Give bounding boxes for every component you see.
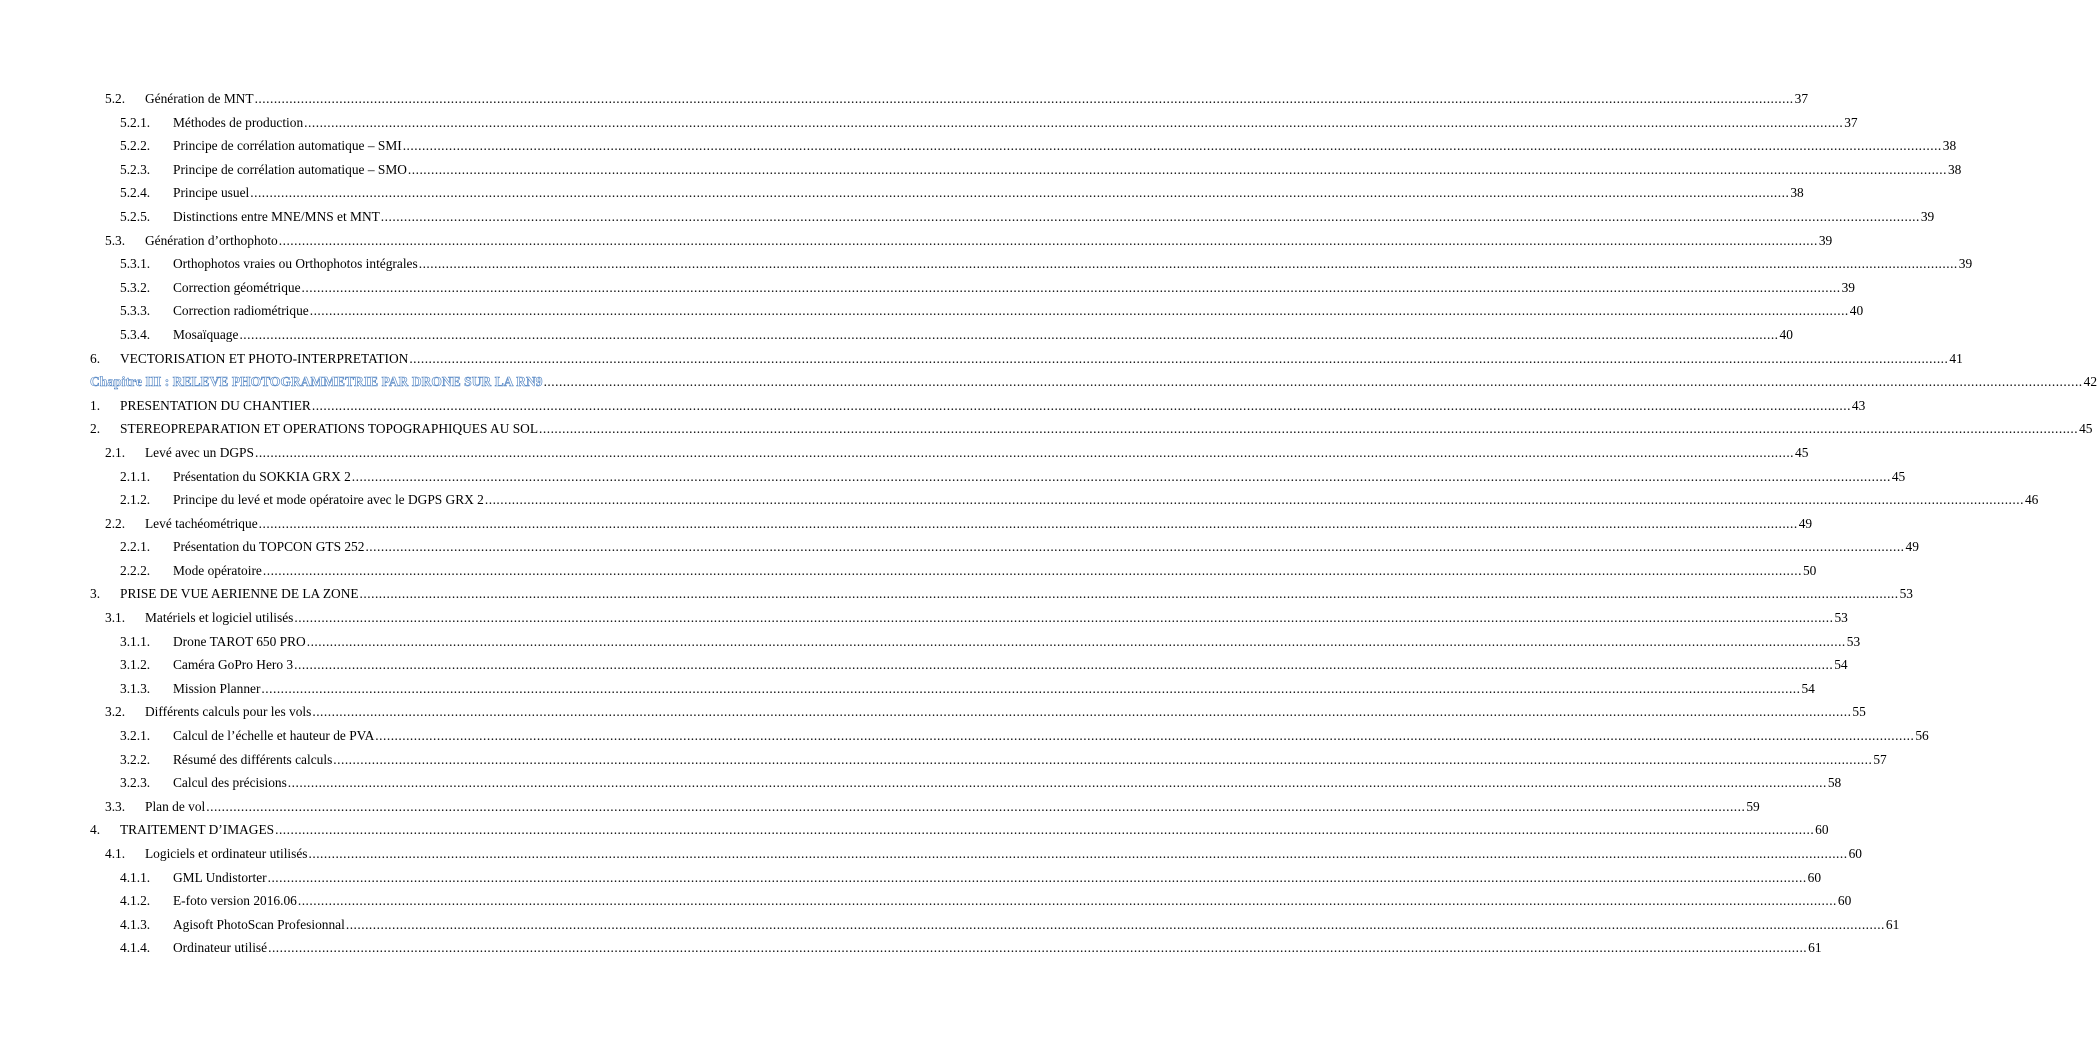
toc-entry-number: 3.2.1.: [120, 728, 151, 744]
toc-entry[interactable]: [0, 158, 1962, 182]
toc-entry-title: PRISE DE VUE AERIENNE DE LA ZONE: [120, 586, 359, 602]
toc-entry-line: [173, 205, 1935, 229]
toc-entry-title: Correction radiométrique: [173, 303, 309, 319]
dot-leader: ................................................................................................................................................................................................................................................................................................................................................................................................................: [267, 869, 1807, 885]
toc-entry-number: 5.3.4.: [120, 326, 151, 342]
dot-leader: ................................................................................................................................................................................................................................................................................................................................................................................................................: [484, 492, 2024, 508]
toc-entry-page-number: 59: [1746, 798, 1760, 814]
dot-leader: ................................................................................................................................................................................................................................................................................................................................................................................................................: [294, 610, 1834, 626]
dot-leader: ................................................................................................................................................................................................................................................................................................................................................................................................................: [345, 916, 1885, 932]
dot-leader: ................................................................................................................................................................................................................................................................................................................................................................................................................: [418, 256, 1958, 272]
toc-entry[interactable]: [0, 582, 1913, 606]
toc-entry-page-number: 49: [1905, 539, 1919, 555]
toc-entry-page-number: 40: [1779, 326, 1793, 342]
toc-entry-title: Principe de corrélation automatique – SMO: [173, 161, 407, 177]
toc-entry-page-number: 37: [1844, 114, 1858, 130]
dot-leader: ................................................................................................................................................................................................................................................................................................................................................................................................................: [543, 374, 2083, 390]
toc-entry-page-number: 60: [1848, 846, 1862, 861]
toc-entry-title: Méthodes de production: [173, 114, 304, 130]
toc-entry-line: [173, 630, 1861, 654]
table-of-contents: [0, 87, 2097, 960]
dot-leader: ................................................................................................................................................................................................................................................................................................................................................................................................................: [407, 161, 1947, 177]
toc-entry-line: [173, 158, 1962, 182]
toc-entry-line: [173, 181, 1804, 205]
toc-entry-line: [173, 724, 1929, 748]
toc-entry-page-number: 40: [1849, 303, 1864, 319]
toc-chapter-entry[interactable]: [0, 370, 2097, 394]
toc-entry-line: [173, 465, 1906, 489]
dot-leader: ................................................................................................................................................................................................................................................................................................................................................................................................................: [365, 539, 1905, 555]
toc-entry-page-number: 38: [1947, 161, 1962, 177]
toc-entry-line: [173, 653, 1848, 677]
toc-entry-title: Caméra GoPro Hero 3: [173, 657, 294, 673]
dot-leader: ................................................................................................................................................................................................................................................................................................................................................................................................................: [333, 751, 1873, 767]
toc-entry-number: 2.: [90, 421, 101, 437]
toc-entry-line: [145, 229, 1833, 253]
toc-entry-page-number: 39: [1818, 232, 1833, 248]
toc-entry[interactable]: [0, 653, 1848, 677]
toc-entry-page-number: 60: [1837, 893, 1852, 909]
dot-leader: ................................................................................................................................................................................................................................................................................................................................................................................................................: [206, 798, 1746, 814]
toc-entry-number: 2.1.1.: [120, 468, 151, 484]
toc-entry[interactable]: [0, 276, 1855, 300]
toc-entry-title: Mission Planner: [173, 680, 261, 696]
toc-entry[interactable]: [0, 535, 1919, 559]
toc-entry-page-number: 46: [2024, 492, 2039, 508]
toc-entry-number: 4.1.3.: [120, 916, 151, 932]
toc-entry-title: Principe du levé et mode opératoire avec le DGPS GRX 2: [173, 492, 484, 508]
toc-entry-number: 5.3.3.: [120, 303, 151, 319]
toc-entry-line: [120, 582, 1913, 606]
toc-entry-title: GML Undistorter: [173, 869, 267, 885]
dot-leader: ................................................................................................................................................................................................................................................................................................................................................................................................................: [351, 468, 1891, 484]
toc-entry-line: [120, 394, 1866, 418]
toc-entry-page-number: 53: [1846, 633, 1861, 649]
toc-entry-line: [145, 87, 1809, 111]
toc-entry[interactable]: [0, 181, 1804, 205]
toc-entry[interactable]: [0, 299, 1864, 323]
toc-entry-line: [173, 111, 1858, 135]
toc-entry-title: Principe usuel: [173, 185, 250, 201]
toc-entry-line: [145, 700, 1866, 724]
toc-entry-page-number: 54: [1801, 680, 1815, 696]
dot-leader: ................................................................................................................................................................................................................................................................................................................................................................................................................: [375, 728, 1915, 744]
toc-entry-number: 3.1.1.: [120, 633, 151, 649]
toc-entry[interactable]: [0, 559, 1817, 583]
toc-entry[interactable]: [0, 724, 1929, 748]
toc-entry-number: 5.3.: [105, 232, 126, 248]
toc-entry-page-number: 56: [1915, 728, 1929, 744]
toc-entry-number: 3.: [90, 586, 101, 602]
toc-entry-page-number: 57: [1873, 751, 1887, 767]
dot-leader: ................................................................................................................................................................................................................................................................................................................................................................................................................: [254, 444, 1795, 460]
dot-leader: ................................................................................................................................................................................................................................................................................................................................................................................................................: [239, 326, 1779, 342]
toc-entry-number: 5.3.2.: [120, 279, 151, 295]
toc-entry[interactable]: [0, 465, 1906, 489]
toc-entry-number: 3.3.: [105, 798, 126, 814]
toc-entry-number: 4.1.4.: [120, 940, 151, 956]
toc-entry-number: 4.: [90, 822, 101, 838]
toc-entry[interactable]: [0, 771, 1842, 795]
toc-entry-page-number: 38: [1790, 185, 1804, 201]
toc-entry-title: Présentation du TOPCON GTS 252: [173, 539, 365, 555]
toc-entry-number: 2.1.: [105, 444, 126, 460]
toc-entry-number: 1.: [90, 397, 101, 413]
toc-entry-page-number: 43: [1851, 397, 1866, 413]
toc-entry[interactable]: [0, 700, 1866, 724]
toc-entry[interactable]: [0, 111, 1858, 135]
dot-leader: ................................................................................................................................................................................................................................................................................................................................................................................................................: [297, 893, 1837, 909]
toc-entry-line: [173, 488, 2039, 512]
toc-entry-page-number: 49: [1798, 515, 1813, 531]
dot-leader: ................................................................................................................................................................................................................................................................................................................................................................................................................: [311, 397, 1851, 413]
toc-entry[interactable]: [0, 394, 1866, 418]
toc-entry-title: Résumé des différents calculs: [173, 751, 333, 767]
toc-entry[interactable]: [0, 936, 1822, 960]
toc-entry[interactable]: [0, 606, 1848, 630]
toc-entry-page-number: 42: [2083, 374, 2097, 390]
toc-entry-title: Levé tachéométrique: [145, 515, 258, 531]
toc-entry-number: 3.1.3.: [120, 680, 151, 696]
dot-leader: ................................................................................................................................................................................................................................................................................................................................................................................................................: [275, 822, 1815, 838]
dot-leader: ................................................................................................................................................................................................................................................................................................................................................................................................................: [539, 421, 2079, 437]
toc-entry-title: Orthophotos vraies ou Orthophotos intégrales: [173, 256, 418, 272]
toc-entry-title: E-foto version 2016.06: [173, 893, 297, 909]
toc-entry-number: 5.2.1.: [120, 114, 151, 130]
toc-entry-title: Différents calculs pour les vols: [145, 704, 312, 720]
toc-entry-title: Plan de vol: [145, 798, 206, 814]
dot-leader: ................................................................................................................................................................................................................................................................................................................................................................................................................: [254, 91, 1794, 106]
toc-entry-number: 2.2.1.: [120, 539, 151, 555]
toc-entry-line: [173, 866, 1822, 890]
toc-entry[interactable]: [0, 795, 1760, 819]
toc-entry-line: [145, 795, 1760, 819]
toc-entry-number: 5.2.: [105, 91, 126, 106]
toc-entry-number: 5.2.4.: [120, 185, 151, 201]
dot-leader: ................................................................................................................................................................................................................................................................................................................................................................................................................: [402, 138, 1942, 154]
toc-entry-title: Distinctions entre MNE/MNS et MNT: [173, 208, 380, 224]
toc-entry-title: VECTORISATION ET PHOTO-INTERPRETATION: [120, 350, 409, 366]
toc-entry-page-number: 39: [1958, 256, 1973, 272]
toc-entry-line: [173, 771, 1842, 795]
toc-entry[interactable]: [0, 677, 1815, 701]
toc-entry-line: [173, 748, 1887, 772]
toc-entry-page-number: 39: [1841, 279, 1855, 295]
toc-entry-line: [120, 347, 1963, 371]
toc-entry-line: [173, 936, 1822, 960]
toc-entry-page-number: 61: [1808, 940, 1822, 956]
toc-entry[interactable]: [0, 748, 1887, 772]
dot-leader: ................................................................................................................................................................................................................................................................................................................................................................................................................: [287, 775, 1827, 791]
toc-entry-number: 3.2.: [105, 704, 126, 720]
toc-entry-number: 6.: [90, 350, 101, 366]
toc-entry-number: 4.1.1.: [120, 869, 151, 885]
dot-leader: ................................................................................................................................................................................................................................................................................................................................................................................................................: [294, 657, 1834, 673]
dot-leader: ................................................................................................................................................................................................................................................................................................................................................................................................................: [268, 940, 1808, 956]
toc-entry-page-number: 55: [1852, 704, 1866, 720]
dot-leader: ................................................................................................................................................................................................................................................................................................................................................................................................................: [306, 633, 1846, 649]
toc-entry-page-number: 53: [1834, 610, 1848, 626]
toc-entry-number: 2.2.: [105, 515, 126, 531]
toc-entry-title: TRAITEMENT D’IMAGES: [120, 822, 275, 838]
dot-leader: ................................................................................................................................................................................................................................................................................................................................................................................................................: [409, 350, 1949, 366]
toc-entry[interactable]: [0, 205, 1935, 229]
dot-leader: ................................................................................................................................................................................................................................................................................................................................................................................................................: [262, 562, 1802, 578]
toc-entry-number: 5.2.5.: [120, 208, 151, 224]
toc-entry-line: [173, 677, 1815, 701]
toc-entry[interactable]: [0, 347, 1963, 371]
toc-entry-title: Matériels et logiciel utilisés: [145, 610, 294, 626]
toc-entry-page-number: 45: [1891, 468, 1906, 484]
toc-entry[interactable]: [0, 417, 2093, 441]
toc-entry-title: Génération de MNT: [145, 91, 254, 106]
toc-entry-page-number: 53: [1899, 586, 1913, 602]
toc-entry-title: Présentation du SOKKIA GRX 2: [173, 468, 351, 484]
toc-entry[interactable]: [0, 229, 1833, 253]
toc-entry-number: 4.1.: [105, 846, 126, 861]
toc-entry-title: Ordinateur utilisé: [173, 940, 268, 956]
toc-entry-title: Correction géométrique: [173, 279, 301, 295]
toc-entry[interactable]: [0, 913, 1900, 937]
dot-leader: ................................................................................................................................................................................................................................................................................................................................................................................................................: [359, 586, 1899, 602]
toc-entry-number: 2.2.2.: [120, 562, 151, 578]
dot-leader: ................................................................................................................................................................................................................................................................................................................................................................................................................: [250, 185, 1790, 201]
dot-leader: ................................................................................................................................................................................................................................................................................................................................................................................................................: [258, 515, 1798, 531]
toc-entry-line: [145, 606, 1848, 630]
dot-leader: ................................................................................................................................................................................................................................................................................................................................................................................................................: [312, 704, 1852, 720]
toc-entry-page-number: 61: [1885, 916, 1900, 932]
toc-entry-page-number: 37: [1794, 91, 1809, 106]
toc-entry-line: [173, 889, 1852, 913]
dot-leader: ................................................................................................................................................................................................................................................................................................................................................................................................................: [261, 680, 1801, 696]
toc-entry-title: Génération d’orthophoto: [145, 232, 278, 248]
dot-leader: ................................................................................................................................................................................................................................................................................................................................................................................................................: [309, 303, 1849, 319]
toc-entry-line: [120, 818, 1829, 842]
toc-entry-line: [145, 441, 1809, 465]
toc-entry-page-number: 60: [1807, 869, 1822, 885]
toc-entry-title: Mode opératoire: [173, 562, 262, 578]
toc-entry-number: 5.3.1.: [120, 256, 151, 272]
toc-entry[interactable]: [0, 252, 1973, 276]
toc-entry-page-number: 38: [1942, 138, 1957, 154]
dot-leader: ................................................................................................................................................................................................................................................................................................................................................................................................................: [380, 208, 1920, 224]
toc-entry-page-number: 50: [1802, 562, 1817, 578]
toc-entry-line: [173, 913, 1900, 937]
toc-entry-title: Logiciels et ordinateur utilisés: [145, 846, 308, 861]
toc-entry-title: Agisoft PhotoScan Profesionnal: [173, 916, 345, 932]
toc-entry-title: Calcul de l’échelle et hauteur de PVA: [173, 728, 375, 744]
toc-entry-title: Principe de corrélation automatique – SMI: [173, 138, 402, 154]
dot-leader: ................................................................................................................................................................................................................................................................................................................................................................................................................: [278, 232, 1818, 248]
toc-entry-page-number: 45: [2079, 421, 2093, 437]
toc-entry[interactable]: [0, 441, 1809, 465]
toc-entry-title: Calcul des précisions: [173, 775, 287, 791]
toc-entry-line: [173, 276, 1855, 300]
toc-entry-number: 3.2.2.: [120, 751, 151, 767]
toc-entry-title: PRESENTATION DU CHANTIER: [120, 397, 311, 413]
chapter-title: Chapitre III : RELEVE PHOTOGRAMMETRIE PAR DRONE SUR LA RN9: [90, 374, 543, 390]
toc-entry-number: 5.2.3.: [120, 161, 151, 177]
toc-entry-title: Levé avec un DGPS: [145, 444, 254, 460]
toc-entry[interactable]: [0, 87, 1809, 111]
toc-entry-line: [145, 842, 1862, 866]
toc-entry-line: [173, 252, 1973, 276]
toc-entry[interactable]: [0, 488, 2039, 512]
toc-entry-number: 5.2.2.: [120, 138, 151, 154]
toc-entry[interactable]: [0, 323, 1793, 347]
toc-entry[interactable]: [0, 842, 1862, 866]
toc-entry-line: [173, 323, 1793, 347]
toc-entry-line: [173, 299, 1864, 323]
dot-leader: ................................................................................................................................................................................................................................................................................................................................................................................................................: [308, 846, 1848, 861]
toc-entry-page-number: 45: [1795, 444, 1809, 460]
toc-entry-number: 3.2.3.: [120, 775, 151, 791]
dot-leader: ................................................................................................................................................................................................................................................................................................................................................................................................................: [304, 114, 1844, 130]
toc-entry-number: 3.1.: [105, 610, 126, 626]
toc-entry-page-number: 41: [1949, 350, 1963, 366]
toc-entry-page-number: 54: [1834, 657, 1848, 673]
toc-entry-line: [173, 559, 1817, 583]
toc-entry-line: [120, 417, 2093, 441]
toc-entry-line: [145, 512, 1813, 536]
toc-entry-title: Mosaïquage: [173, 326, 239, 342]
toc-entry[interactable]: [0, 818, 1829, 842]
toc-entry[interactable]: [0, 134, 1957, 158]
toc-entry-title: Drone TAROT 650 PRO: [173, 633, 306, 649]
toc-entry-line: [173, 134, 1957, 158]
toc-entry-title: STEREOPREPARATION ET OPERATIONS TOPOGRAPHIQUES AU SOL: [120, 421, 539, 437]
toc-entry[interactable]: [0, 866, 1822, 890]
toc-entry-line: [90, 370, 2097, 394]
toc-entry-page-number: 58: [1827, 775, 1842, 791]
toc-entry[interactable]: [0, 630, 1861, 654]
toc-entry-number: 2.1.2.: [120, 492, 151, 508]
toc-entry-number: 3.1.2.: [120, 657, 151, 673]
toc-entry-page-number: 60: [1815, 822, 1829, 838]
toc-entry-number: 4.1.2.: [120, 893, 151, 909]
dot-leader: ................................................................................................................................................................................................................................................................................................................................................................................................................: [301, 279, 1841, 295]
toc-entry-page-number: 39: [1920, 208, 1935, 224]
toc-entry[interactable]: [0, 512, 1813, 536]
toc-entry-line: [173, 535, 1919, 559]
toc-entry[interactable]: [0, 889, 1852, 913]
